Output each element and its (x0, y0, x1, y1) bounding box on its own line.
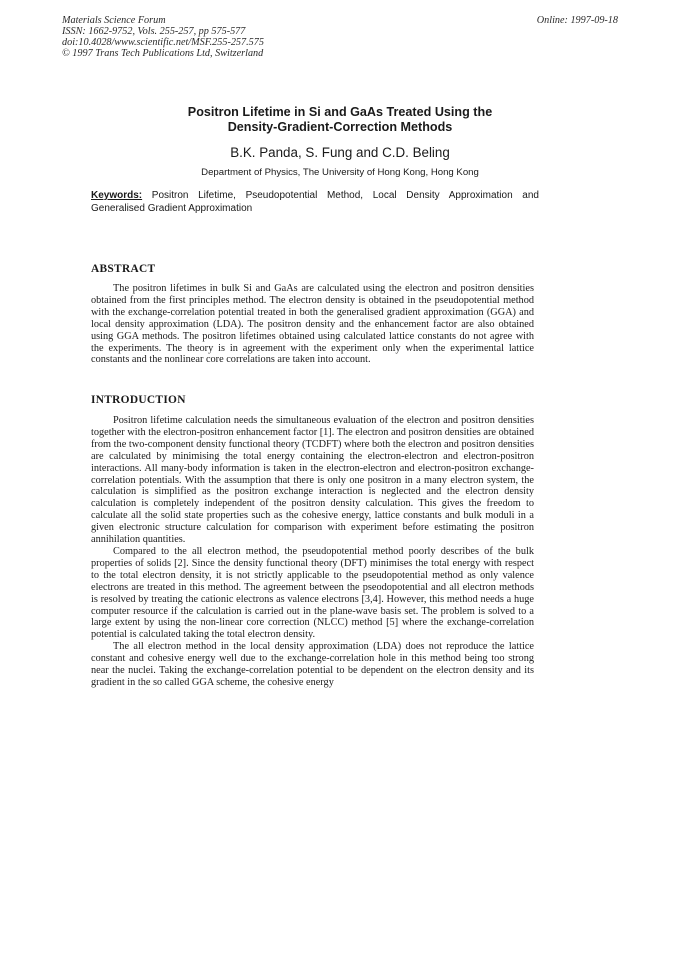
keywords-label: Keywords: (91, 190, 143, 201)
intro-paragraph-3: The all electron method in the local density approximation (LDA) does not reproduce the lattice constant and cohesive energy well due to the exchange-correlation hole in this method being too strong near the nuclei. Taking the exchange-correlation potential to be dependent on the electron density and its gradient in the so called GGA scheme, the cohesive energy (91, 641, 534, 688)
copyright-line: © 1997 Trans Tech Publications Ltd, Switzerland (62, 48, 264, 59)
keywords-text: Positron Lifetime, Pseudopotential Method, Local Density Approximation and Generalised Gradient Approximation (91, 190, 539, 214)
affiliation: Department of Physics, The University of Hong Kong, Hong Kong (201, 167, 479, 178)
page-header (62, 15, 618, 59)
introduction-heading: INTRODUCTION (91, 394, 186, 406)
intro-paragraph-2: Compared to the all electron method, the pseudopotential method poorly describes of the bulk properties of solids [2]. Since the density functional theory (DFT) minimises the total energy with respect to the total electron density, it is not strictly applicable to the pseudopotential method as only valence electrons are treated in this method. The agreement between the pseodopotential and all electron methods is resolved by treating the cationic electrons as valence electrons [3,4]. However, this method needs a huge computer resource if the calculation is carried out in the plane-wave basis set. The problem is solved to a large extent by using the non-linear core correction (NLCC) method [5] where the exchange-correlation potential is calculated taking the total electron density. (91, 545, 534, 641)
journal-name: Materials Science Forum (62, 15, 166, 26)
abstract-body (91, 283, 534, 366)
abstract-paragraph: The positron lifetimes in bulk Si and GaAs are calculated using the electron and positron densities obtained from the first principles method. The electron density is obtained in the pseudopotential method with the exchange-correlation potential treated in both the generalised gradient approximation (GGA) and local density approximation (LDA). The positron density and the enhancement factor are also obtained using GGA methods. The positron lifetimes obtained using calculated lattice constants do not agree with the experiments. The theory is in agreement with the experiment only when the experimental lattice constants and the nonlinear core correlations are taken into account. (91, 283, 534, 366)
authors: B.K. Panda, S. Fung and C.D. Beling (230, 145, 450, 160)
intro-paragraph-1: Positron lifetime calculation needs the simultaneous evaluation of the electron and positron densities together with the electron-positron enhancement factor [1]. The electron and positron densities are obtained from the two-component density functional theory (TCDFT) where both the electron and positron densities are calculated by minimising the total energy containing the electron-electron and electron-positron interactions. All many-body information is taken in the electron-electron and electron-positron exchange-correlation potentials. With the assumption that there is only one positron in a many electron system, the calculation is simplified as the positron exchange interaction is neglected and the electron density calculation is completely independent of the positron density calculation. This gives the freedom to calculate all the solid state properties such as the cohesive energy, lattice constants and bulk moduli in a given electronic structure calculation for comparison with experiment before estimating the positron annihilation quantities. (91, 415, 534, 546)
title-line-2: Density-Gradient-Correction Methods (227, 120, 453, 134)
doi-link[interactable]: doi:10.4028/www.scientific.net/MSF.255-257.575 (62, 37, 264, 48)
abstract-heading: ABSTRACT (91, 263, 156, 275)
title-line-1: Positron Lifetime in Si and GaAs Treated Using the (187, 105, 493, 119)
paper-title (60, 105, 620, 135)
issn-line: ISSN: 1662-9752, Vols. 255-257, pp 575-577 (62, 26, 246, 37)
online-date: Online: 1997-09-18 (536, 15, 618, 26)
citation-block (62, 15, 618, 59)
keywords-block (91, 189, 539, 215)
introduction-body (91, 415, 534, 689)
